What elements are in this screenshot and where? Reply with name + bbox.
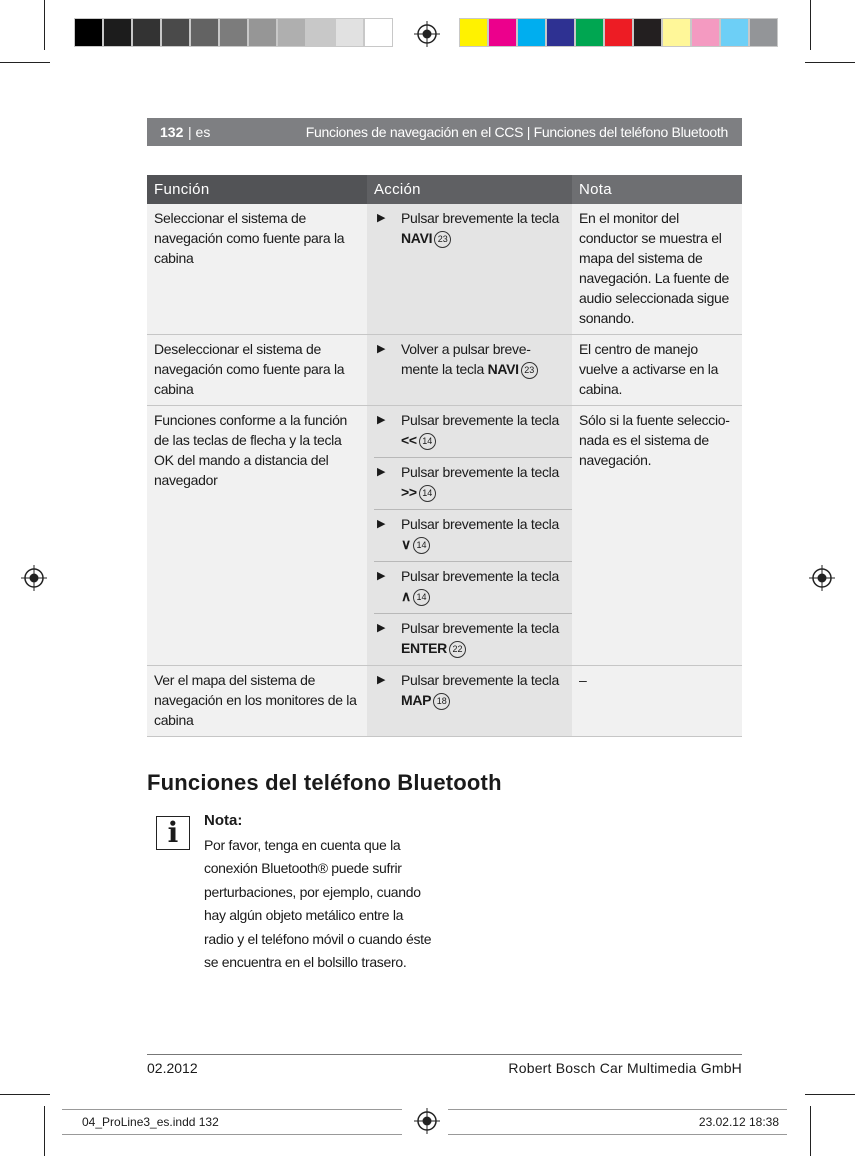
bullet-triangle-icon: ▶ [377, 674, 386, 686]
cell-funcion: Deseleccionar el sistema de navegación como fuente para la cabina [147, 335, 367, 406]
key-name: ENTER [401, 640, 447, 656]
bullet-triangle-icon: ▶ [377, 518, 386, 530]
bullet-triangle-icon: ▶ [377, 570, 386, 582]
color-swatch [749, 18, 778, 47]
table-row [147, 406, 742, 666]
action-instruction: Pulsar brevemente la tecla [401, 516, 559, 532]
key-name: >> [401, 484, 417, 500]
gray-swatch [335, 18, 364, 47]
action-text [401, 339, 564, 379]
header-title: Funciones de navegación en el CCS | Funciones del teléfono Bluetooth [305, 124, 728, 140]
slug-timestamp: 23.02.12 18:38 [698, 1115, 779, 1129]
bullet-triangle-icon: ▶ [377, 343, 386, 355]
color-swatch [604, 18, 633, 47]
action-instruction: Pulsar brevemente la tecla [401, 210, 559, 226]
action-text [401, 618, 572, 658]
crop-mark [805, 62, 855, 63]
gray-color-bar [74, 18, 393, 47]
key-name: NAVI [487, 361, 519, 377]
bullet-triangle-icon: ▶ [377, 466, 386, 478]
crop-mark [44, 1106, 45, 1156]
registration-mark-icon [414, 21, 440, 47]
action-text [401, 462, 572, 502]
action-instruction: Pulsar brevemente la tecla [401, 620, 559, 636]
key-name: ∨ [401, 536, 411, 552]
footer-divider [147, 1054, 742, 1055]
color-swatch [546, 18, 575, 47]
key-name: NAVI [401, 230, 433, 246]
color-swatch [517, 18, 546, 47]
slug-file: 04_ProLine3_es.indd 132 [82, 1115, 219, 1129]
gray-swatch [364, 18, 393, 47]
page-header [147, 118, 742, 146]
key-name: MAP [401, 692, 432, 708]
gray-swatch [132, 18, 161, 47]
circled-ref-number: 14 [413, 589, 430, 606]
gray-swatch [248, 18, 277, 47]
page-number: 132 [160, 124, 184, 140]
slug-file-info [62, 1109, 402, 1135]
note-text: Por favor, tenga en cuenta que la conexión Bluetooth® puede sufrir perturbaciones, por ejemplo, cuando hay algún objeto metálico entre la radio y el teléfono móvil o cuando éste se encuentra en el bolsillo trasero. [204, 837, 432, 971]
cell-nota: Sólo si la fuente seleccio-nada es el sistema de navegación. [572, 406, 742, 666]
circled-ref-number: 22 [449, 641, 466, 658]
crop-mark [0, 1094, 50, 1095]
registration-mark-icon [809, 565, 835, 591]
footer-company: Robert Bosch Car Multimedia GmbH [508, 1060, 742, 1076]
language-code: | es [188, 124, 211, 140]
crop-mark [810, 0, 811, 50]
table-row [147, 335, 742, 406]
column-header-accion: Acción [367, 175, 572, 204]
process-color-bar [459, 18, 778, 47]
action-instruction: Pulsar brevemente la tecla [401, 464, 559, 480]
bullet-triangle-icon: ▶ [377, 212, 386, 224]
key-name: ∧ [401, 588, 411, 604]
action-step [374, 510, 572, 562]
cell-accion [367, 406, 572, 666]
cell-nota: El centro de manejo vuelve a activarse en la cabina. [572, 335, 742, 406]
gray-swatch [74, 18, 103, 47]
color-swatch [691, 18, 720, 47]
action-text [401, 410, 572, 450]
gray-swatch [306, 18, 335, 47]
action-text [401, 670, 564, 710]
action-step [374, 458, 572, 510]
color-swatch [488, 18, 517, 47]
color-swatch [459, 18, 488, 47]
circled-ref-number: 18 [433, 693, 450, 710]
bullet-triangle-icon: ▶ [377, 622, 386, 634]
cell-accion [367, 204, 572, 335]
color-swatch [575, 18, 604, 47]
circled-ref-number: 14 [419, 433, 436, 450]
column-header-funcion: Función [147, 175, 367, 204]
action-text [401, 566, 572, 606]
action-instruction: Pulsar brevemente la tecla [401, 672, 559, 688]
crop-mark [0, 62, 50, 63]
action-instruction: Pulsar brevemente la tecla [401, 568, 559, 584]
gray-swatch [219, 18, 248, 47]
gray-swatch [161, 18, 190, 47]
crop-mark [805, 1094, 855, 1095]
circled-ref-number: 23 [434, 231, 451, 248]
cell-nota: En el monitor del conductor se muestra el mapa del sistema de navegación. La fuente de audio seleccionada sigue sonando. [572, 204, 742, 335]
cell-accion [367, 666, 572, 737]
registration-mark-icon [21, 565, 47, 591]
action-text [401, 514, 572, 554]
gray-swatch [277, 18, 306, 47]
table-row [147, 666, 742, 737]
info-icon: i [156, 816, 190, 850]
crop-mark [44, 0, 45, 50]
bullet-triangle-icon: ▶ [377, 414, 386, 426]
action-text [401, 208, 564, 248]
color-swatch [720, 18, 749, 47]
action-step [374, 208, 564, 248]
action-step [374, 562, 572, 614]
color-swatch [633, 18, 662, 47]
action-instruction: Pulsar brevemente la tecla [401, 412, 559, 428]
cell-funcion: Funciones conforme a la función de las teclas de flecha y la tecla OK del mando a distancia del navegador [147, 406, 367, 666]
key-name: << [401, 432, 417, 448]
circled-ref-number: 23 [521, 362, 538, 379]
cell-nota: – [572, 666, 742, 737]
circled-ref-number: 14 [419, 485, 436, 502]
table-header-row [147, 175, 742, 204]
table-row [147, 204, 742, 335]
action-instruction: Volver a pulsar breve-mente la tecla [401, 341, 531, 377]
functions-table [147, 175, 742, 737]
cell-funcion: Seleccionar el sistema de navegación como fuente para la cabina [147, 204, 367, 335]
footer-date: 02.2012 [147, 1060, 198, 1076]
column-header-nota: Nota [572, 175, 742, 204]
gray-swatch [103, 18, 132, 47]
slug-time-info [448, 1109, 787, 1135]
action-step [374, 339, 564, 379]
action-step [374, 614, 572, 665]
cell-funcion: Ver el mapa del sistema de navegación en los monitores de la cabina [147, 666, 367, 737]
action-step [374, 410, 572, 458]
gray-swatch [190, 18, 219, 47]
registration-mark-icon [414, 1108, 440, 1134]
action-step [374, 670, 564, 710]
section-title: Funciones del teléfono Bluetooth [147, 770, 502, 795]
circled-ref-number: 14 [413, 537, 430, 554]
cell-accion [367, 335, 572, 406]
note-label: Nota: [204, 812, 243, 829]
crop-mark [810, 1106, 811, 1156]
color-swatch [662, 18, 691, 47]
